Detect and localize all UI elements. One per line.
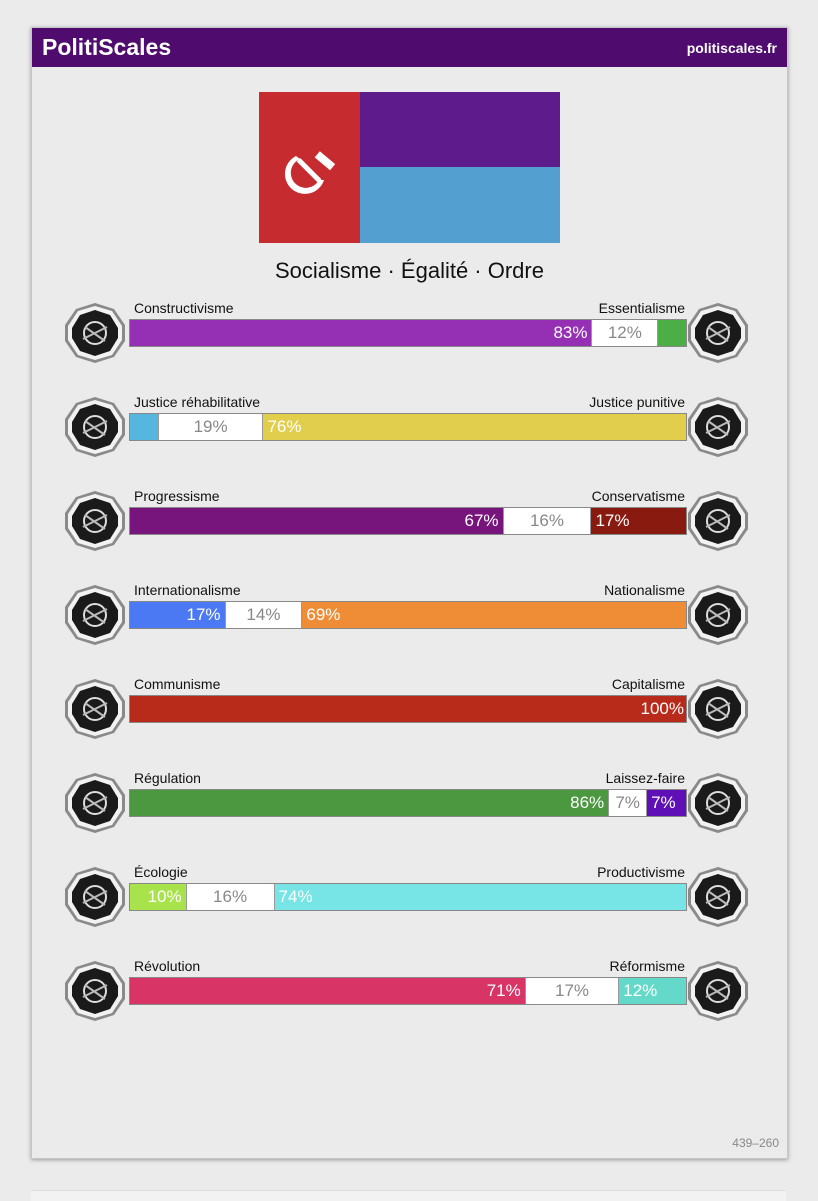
axis-bar-left-segment bbox=[130, 508, 503, 534]
axis-bar-left-segment bbox=[130, 790, 608, 816]
quill-icon bbox=[686, 489, 750, 553]
left-percent: 71% bbox=[486, 981, 521, 1000]
axis-left-label: Régulation bbox=[134, 770, 201, 786]
neutral-percent: 16% bbox=[213, 887, 248, 906]
axis-right-label: Nationalisme bbox=[604, 582, 685, 598]
axis-left-label: Internationalisme bbox=[134, 582, 241, 598]
axis-row bbox=[32, 394, 787, 474]
right-percent: 69% bbox=[306, 605, 341, 624]
axis-bar bbox=[129, 507, 687, 535]
axis-right-label: Laissez-faire bbox=[605, 770, 685, 786]
axis-bar-left-segment bbox=[130, 884, 186, 910]
axis-bar-neutral-segment bbox=[503, 508, 592, 534]
ruler-compass-icon bbox=[63, 771, 127, 835]
axis-row bbox=[32, 488, 787, 568]
axis-bar-left-segment bbox=[130, 414, 158, 440]
axis-right-label: Réformisme bbox=[609, 958, 685, 974]
axis-bar-right-segment bbox=[591, 508, 686, 534]
flag-icon bbox=[686, 583, 750, 647]
axis-bar-right-segment bbox=[263, 414, 686, 440]
next-section-edge bbox=[31, 1190, 786, 1201]
axis-bar bbox=[129, 695, 687, 723]
parliament-icon bbox=[686, 959, 750, 1023]
axis-bar-right-segment bbox=[619, 978, 686, 1004]
axis-bar-left-segment bbox=[130, 602, 225, 628]
site-link[interactable]: politiscales.fr bbox=[686, 40, 777, 56]
neutral-percent: 14% bbox=[246, 605, 281, 624]
neutral-percent: 16% bbox=[529, 511, 564, 530]
eye-icon bbox=[63, 301, 127, 365]
axis-bar-left-segment bbox=[130, 978, 525, 1004]
axis-row bbox=[32, 864, 787, 944]
axis-left-label: Justice réhabilitative bbox=[134, 394, 261, 410]
handshake-icon bbox=[63, 395, 127, 459]
result-code: 439–260 bbox=[732, 1136, 779, 1150]
axis-row bbox=[32, 770, 787, 850]
brand-name[interactable]: PolitiScales bbox=[42, 34, 172, 60]
left-percent: 17% bbox=[186, 605, 221, 624]
axis-right-label: Productivisme bbox=[597, 864, 685, 880]
axis-bar-right-segment bbox=[130, 696, 686, 722]
axis-bar-neutral-segment bbox=[225, 602, 303, 628]
result-card bbox=[31, 27, 788, 1159]
axis-right-label: Capitalisme bbox=[611, 676, 685, 692]
right-percent: 17% bbox=[595, 511, 630, 530]
left-percent: 67% bbox=[464, 511, 499, 530]
header-bar bbox=[32, 28, 787, 67]
axis-left-label: Progressisme bbox=[134, 488, 220, 504]
fist-icon bbox=[63, 959, 127, 1023]
neutral-percent: 19% bbox=[193, 417, 228, 436]
axis-row bbox=[32, 676, 787, 756]
axis-bar bbox=[129, 977, 687, 1005]
ideology-slogan: Socialisme · Égalité · Ordre bbox=[275, 258, 544, 283]
axis-bar-neutral-segment bbox=[591, 320, 658, 346]
axis-left-label: Révolution bbox=[134, 958, 201, 974]
right-percent: 76% bbox=[267, 417, 302, 436]
axis-right-label: Justice punitive bbox=[589, 394, 685, 410]
butterfly-icon bbox=[686, 771, 750, 835]
axis-bar bbox=[129, 319, 687, 347]
axis-bar bbox=[129, 601, 687, 629]
right-percent: 7% bbox=[651, 793, 676, 812]
right-percent bbox=[658, 320, 662, 346]
axis-right-label: Conservatisme bbox=[591, 488, 685, 504]
axis-bar-right-segment bbox=[302, 602, 686, 628]
globe-wreath-icon bbox=[63, 583, 127, 647]
axis-bar bbox=[129, 789, 687, 817]
axis-left-label: Constructivisme bbox=[134, 300, 234, 316]
axis-bar bbox=[129, 883, 687, 911]
gear-factory-icon bbox=[686, 865, 750, 929]
axis-bar-neutral-segment bbox=[525, 978, 620, 1004]
prison-bars-icon bbox=[686, 395, 750, 459]
left-percent: 83% bbox=[553, 323, 588, 342]
axis-bar bbox=[129, 413, 687, 441]
neutral-percent: 17% bbox=[554, 981, 590, 1000]
result-flag bbox=[259, 92, 560, 243]
axis-row bbox=[32, 582, 787, 662]
money-bag-icon bbox=[686, 677, 750, 741]
axis-bar-right-segment bbox=[658, 320, 686, 346]
axis-bar-right-segment bbox=[275, 884, 686, 910]
left-percent: 86% bbox=[570, 793, 605, 812]
right-percent: 12% bbox=[623, 981, 658, 1000]
axis-bar-right-segment bbox=[647, 790, 686, 816]
axis-bar-neutral-segment bbox=[186, 884, 275, 910]
axis-row bbox=[32, 958, 787, 1038]
comet-icon bbox=[63, 489, 127, 553]
neutral-percent: 7% bbox=[615, 793, 640, 812]
right-percent: 74% bbox=[278, 887, 313, 906]
dna-icon bbox=[686, 301, 750, 365]
left-percent: 10% bbox=[147, 887, 182, 906]
plant-icon bbox=[63, 865, 127, 929]
axis-left-label: Communisme bbox=[134, 676, 221, 692]
axis-bar-neutral-segment bbox=[608, 790, 647, 816]
hammer-sickle-icon bbox=[63, 677, 127, 741]
axis-bar-left-segment bbox=[130, 320, 591, 346]
axis-bar-neutral-segment bbox=[158, 414, 264, 440]
axis-row bbox=[32, 300, 787, 380]
axis-right-label: Essentialisme bbox=[598, 300, 685, 316]
right-percent: 100% bbox=[640, 699, 684, 718]
axis-left-label: Écologie bbox=[134, 864, 188, 880]
neutral-percent: 12% bbox=[607, 323, 642, 342]
